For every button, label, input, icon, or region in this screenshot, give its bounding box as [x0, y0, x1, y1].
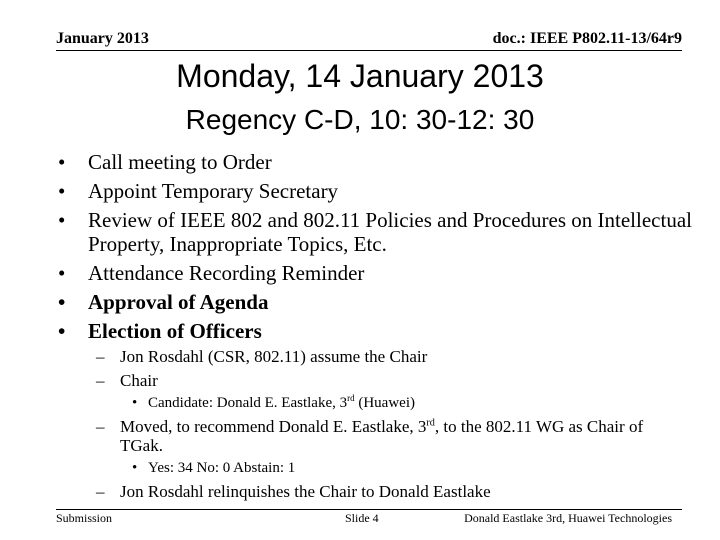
agenda-item-text: Attendance Recording Reminder: [88, 261, 365, 285]
header-rule: [56, 50, 682, 51]
sub-item: [96, 482, 676, 501]
bullet-icon: •: [58, 290, 66, 314]
sub-item: [96, 371, 676, 390]
agenda-item: [56, 261, 696, 285]
agenda-item-text: Review of IEEE 802 and 802.11 Policies and Procedures on Intellectual Property, Inappropriate Topics, Etc.: [88, 208, 692, 256]
header-date: January 2013: [56, 30, 149, 47]
footer-slide-number: Slide 4: [345, 511, 379, 525]
agenda-item: [56, 208, 696, 256]
agenda-item: [56, 290, 696, 314]
sub-item-text: Jon Rosdahl relinquishes the Chair to Donald Eastlake: [120, 482, 491, 501]
bullet-icon: •: [58, 179, 66, 203]
bullet-icon: •: [58, 261, 66, 285]
agenda-item: [56, 319, 696, 343]
sub-item-text: Chair: [120, 371, 158, 390]
agenda-item-text: Call meeting to Order: [88, 150, 272, 174]
agenda-list: [56, 150, 696, 348]
bullet-icon: •: [58, 150, 66, 174]
footer-submission: Submission: [56, 511, 113, 525]
sub-item: [96, 347, 676, 366]
motion-text: Moved, to recommend Donald E. Eastlake, 3rd, to the 802.11 WG as Chair of TGak.: [120, 417, 644, 455]
bullet-icon: •: [132, 395, 138, 411]
election-sublist: [96, 347, 676, 506]
sub-sub-item: [96, 460, 676, 477]
dash-icon: –: [96, 371, 105, 390]
agenda-item-text: Approval of Agenda: [88, 290, 269, 314]
candidate-text: Candidate: Donald E. Eastlake, 3rd (Huawei): [148, 393, 415, 411]
sub-item-text: Jon Rosdahl (CSR, 802.11) assume the Chair: [120, 347, 428, 366]
agenda-item-text: Election of Officers: [88, 319, 262, 343]
bullet-icon: •: [58, 208, 66, 232]
dash-icon: –: [96, 417, 105, 436]
footer-author: Donald Eastlake 3rd, Huawei Technologies: [464, 511, 672, 525]
slide-title: Monday, 14 January 2013: [176, 58, 544, 94]
agenda-item: [56, 150, 696, 174]
bullet-icon: •: [58, 319, 66, 343]
agenda-item: [56, 179, 696, 203]
footer-rule: [56, 509, 682, 510]
sub-sub-item: [96, 395, 676, 412]
dash-icon: –: [96, 347, 105, 366]
sub-item: [96, 417, 676, 455]
header-doc-id: doc.: IEEE P802.11-13/64r9: [492, 30, 682, 47]
dash-icon: –: [96, 482, 105, 501]
vote-result-text: Yes: 34 No: 0 Abstain: 1: [148, 460, 296, 476]
slide-subtitle: Regency C-D, 10: 30-12: 30: [185, 104, 535, 135]
agenda-item-text: Appoint Temporary Secretary: [88, 179, 339, 203]
bullet-icon: •: [132, 460, 138, 476]
